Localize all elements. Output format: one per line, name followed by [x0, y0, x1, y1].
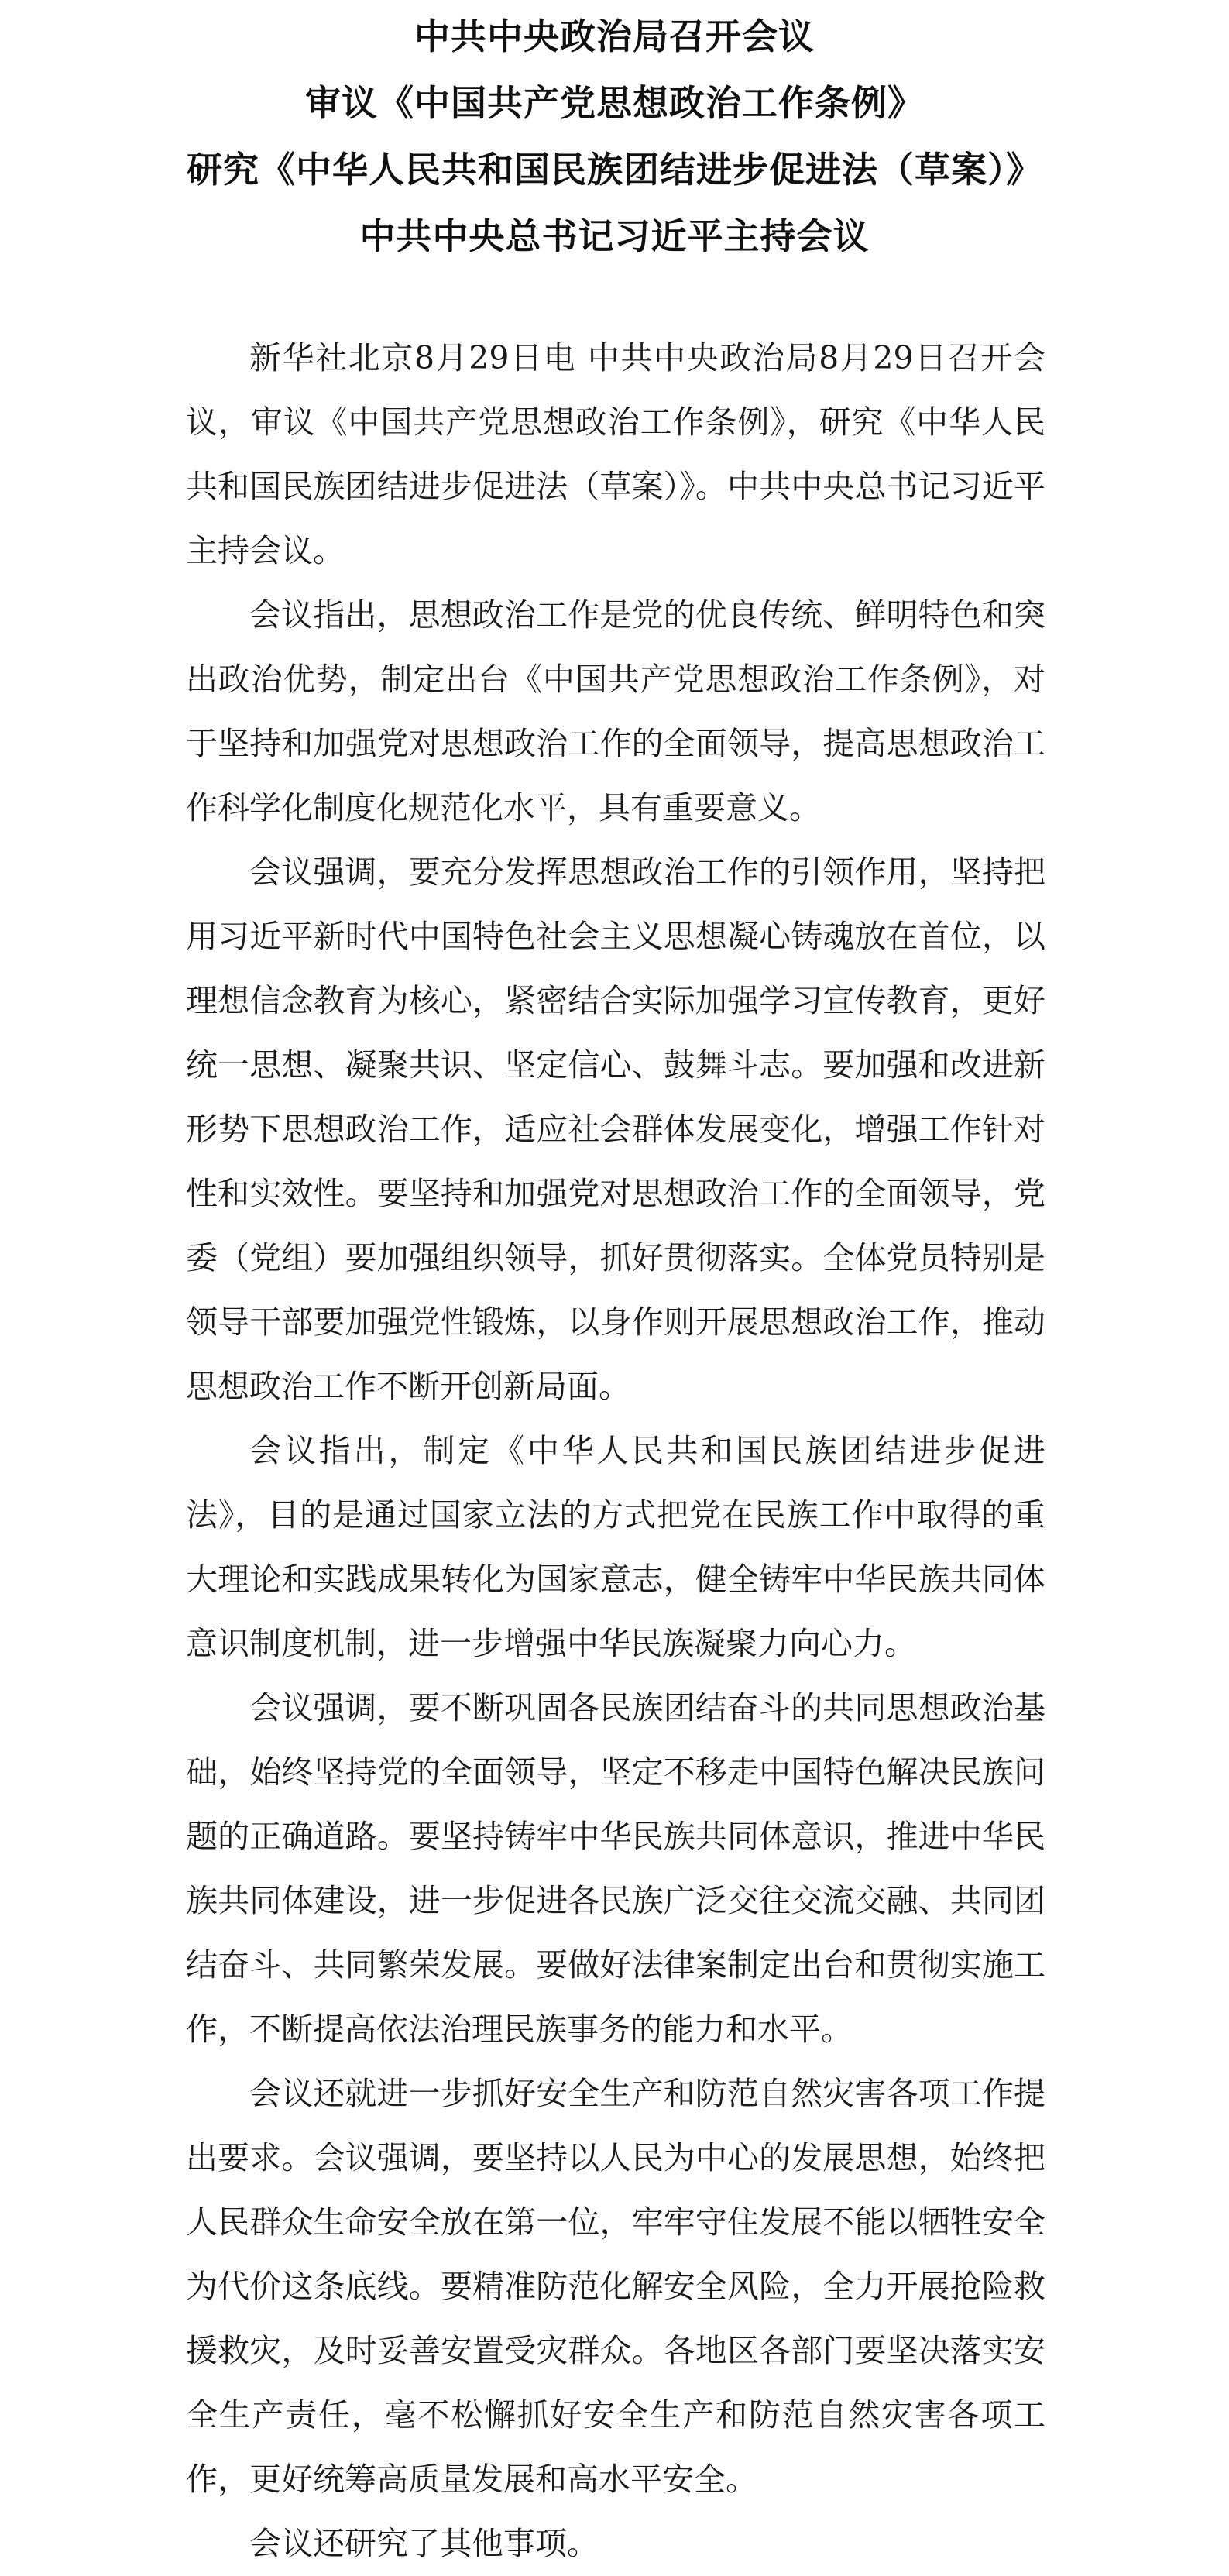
article-paragraph-6: 会议还就进一步抓好安全生产和防范自然灾害各项工作提出要求。会议强调，要坚持以人民为中心的发展思想，始终把人民群众生命安全放在第一位，牢牢守住发展不能以牺牲安全为代价这条底线。要精准防范化解安全风险，全力开展抢险救援救灾，及时妥善安置受灾群众。各地区各部门要坚决落实安全生产责任，毫不松懈抓好安全生产和防范自然灾害各项工作，更好统筹高质量发展和高水平安全。 — [186, 2075, 1045, 2498]
article-paragraph-4: 会议指出，制定《中华人民共和国民族团结进步促进法》，目的是通过国家立法的方式把党在民族工作中取得的重大理论和实践成果转化为国家意志，健全铸牢中华民族共同体意识制度机制，进一步增强中华民族凝聚力向心力。 — [186, 1432, 1045, 1662]
article-body — [186, 326, 1045, 2576]
headline — [0, 3, 1229, 270]
article-paragraph-2: 会议指出，思想政治工作是党的优良传统、鲜明特色和突出政治优势，制定出台《中国共产党思想政治工作条例》，对于坚持和加强党对思想政治工作的全面领导，提高思想政治工作科学化制度化规范化水平，具有重要意义。 — [186, 596, 1045, 826]
headline-line-2: 审议《中国共产党思想政治工作条例》 — [305, 82, 924, 124]
article-paragraph-1: 新华社北京8月29日电 中共中央政治局8月29日召开会议，审议《中国共产党思想政治工作条例》，研究《中华人民共和国民族团结进步促进法（草案）》。中共中央总书记习近平主持会议。 — [186, 339, 1045, 569]
headline-line-4: 中共中央总书记习近平主持会议 — [359, 215, 870, 257]
headline-line-3: 研究《中华人民共和国民族团结进步促进法（草案）》 — [187, 149, 1042, 191]
article-paragraph-7: 会议还研究了其他事项。 — [249, 2525, 599, 2562]
headline-line-1: 中共中央政治局召开会议 — [414, 15, 815, 57]
article-paragraph-5: 会议强调，要不断巩固各民族团结奋斗的共同思想政治基础，始终坚持党的全面领导，坚定不移走中国特色解决民族问题的正确道路。要坚持铸牢中华民族共同体意识，推进中华民族共同体建设，进一步促进各民族广泛交往交流交融、共同团结奋斗、共同繁荣发展。要做好法律案制定出台和贯彻实施工作，不断提高依法治理民族事务的能力和水平。 — [186, 1689, 1045, 2048]
article-paragraph-3: 会议强调，要充分发挥思想政治工作的引领作用，坚持把用习近平新时代中国特色社会主义思想凝心铸魂放在首位，以理想信念教育为核心，紧密结合实际加强学习宣传教育，更好统一思想、凝聚共识、坚定信心、鼓舞斗志。要加强和改进新形势下思想政治工作，适应社会群体发展变化，增强工作针对性和实效性。要坚持和加强党对思想政治工作的全面领导，党委（党组）要加强组织领导，抓好贯彻落实。全体党员特别是领导干部要加强党性锻炼，以身作则开展思想政治工作，推动思想政治工作不断开创新局面。 — [186, 854, 1045, 1405]
